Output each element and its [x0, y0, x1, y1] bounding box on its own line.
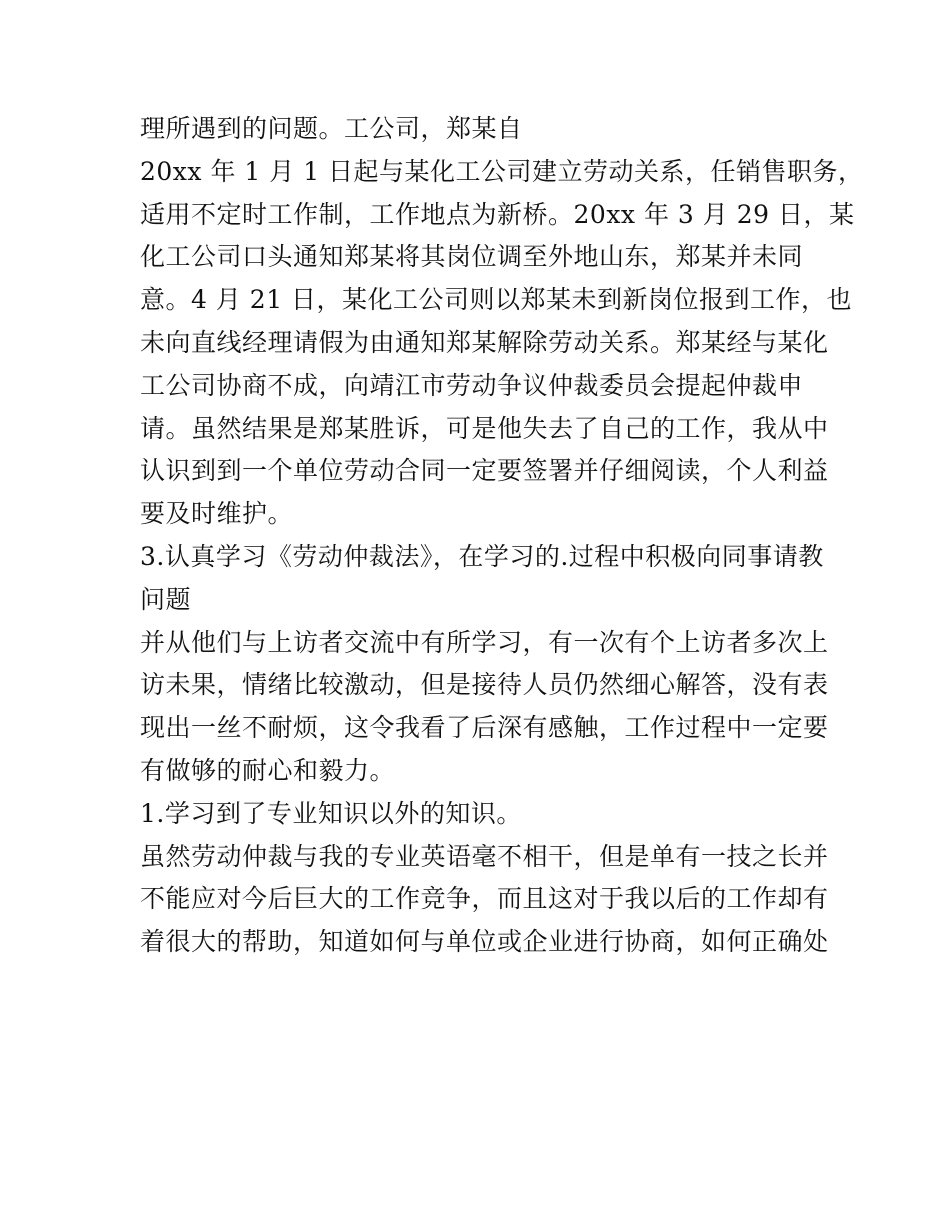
section-heading: 3.认真学习《劳动仲裁法》，在学习的.过程中积极向同事请教 [140, 541, 824, 571]
text-line: 理所遇到的问题。工公司，郑某自 [140, 114, 523, 143]
text-line: 意。4 月 21 日，某化工公司则以郑某未到新岗位报到工作，也 [140, 285, 853, 315]
text-line: 未向直线经理请假为由通知郑某解除劳动关系。郑某经与某化 [140, 327, 829, 357]
text-line: 工公司协商不成，向靖江市劳动争议仲裁委员会提起仲裁申 [140, 370, 804, 400]
section-heading: 1.学习到了专业知识以外的知识。 [140, 798, 522, 828]
text-line: 适用不定时工作制，工作地点为新桥。20xx 年 3 月 29 日，某 [140, 199, 855, 229]
text-line: 化工公司口头通知郑某将其岗位调至外地山东，郑某并未同 [140, 242, 804, 272]
text-line: 并从他们与上访者交流中有所学习，有一次有个上访者多次上 [140, 627, 829, 657]
text-line: 不能应对今后巨大的工作竞争，而且这对于我以后的工作却有 [140, 884, 829, 914]
text-line: 着很大的帮助，知道如何与单位或企业进行协商，如何正确处 [140, 927, 829, 957]
text-line: 要及时维护。 [140, 499, 294, 529]
text-line: 访未果，情绪比较激动，但是接待人员仍然细心解答，没有表 [140, 670, 829, 700]
text-line: 认识到到一个单位劳动合同一定要签署并仔细阅读，个人利益 [140, 456, 829, 486]
text-line: 现出一丝不耐烦，这令我看了后深有感触，工作过程中一定要 [140, 713, 829, 743]
text-line: 有做够的耐心和毅力。 [140, 755, 396, 785]
section-heading-continued: 问题 [140, 584, 192, 614]
text-line: 20xx 年 1 月 1 日起与某化工公司建立劳动关系，任销售职务， [140, 156, 864, 186]
text-line: 请。虽然结果是郑某胜诉，可是他失去了自己的工作，我从中 [140, 413, 829, 443]
document-body [140, 108, 864, 964]
text-line: 虽然劳动仲裁与我的专业英语毫不相干，但是单有一技之长并 [140, 841, 829, 871]
